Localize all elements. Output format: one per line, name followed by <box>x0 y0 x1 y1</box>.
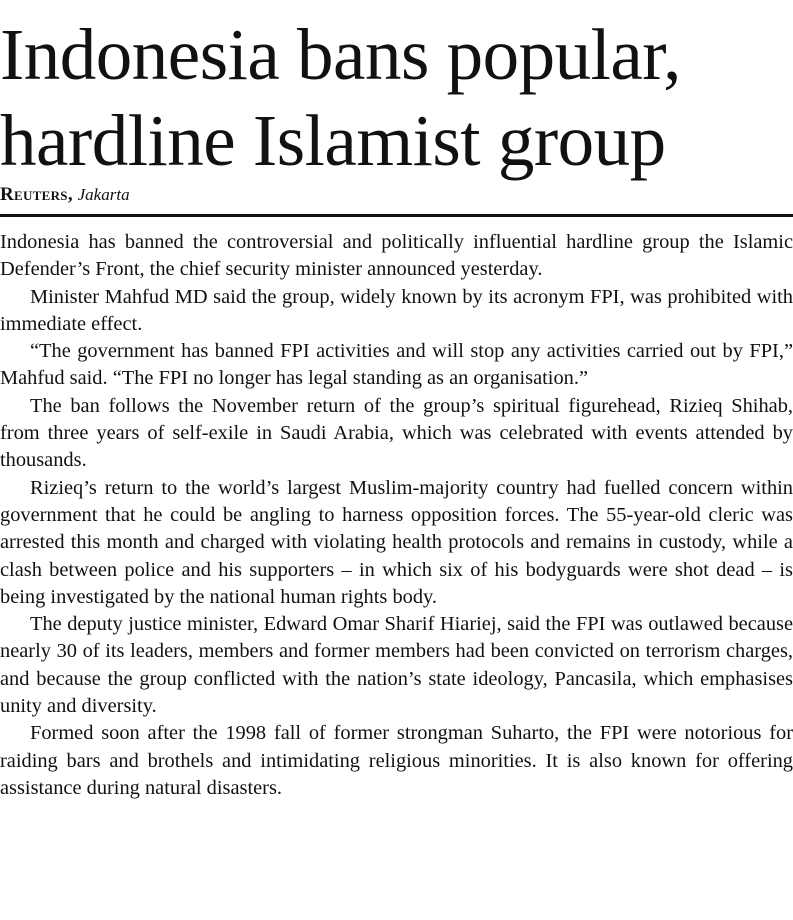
paragraph-3: “The government has banned FPI activities and will stop any activities carried out by FPI,” Mahfud said. “The FPI no longer has legal standing as an organisation.” <box>0 340 793 390</box>
paragraph-7: Formed soon after the 1998 fall of former strongman Suharto, the FPI were notorious for raiding bars and brothels and intimidating religious minorities. It is also known for offering assistance during natural disasters. <box>0 722 793 799</box>
headline-line-1: Indonesia bans popular, <box>0 14 681 95</box>
paragraph-1: Indonesia has banned the controversial and politically influential hardline group the Islamic Defender’s Front, the chief security minister announced yesterday. <box>0 231 793 281</box>
headline <box>0 0 793 184</box>
paragraph-2: Minister Mahfud MD said the group, widely known by its acronym FPI, was prohibited with immediate effect. <box>0 285 793 335</box>
article-body <box>0 229 793 802</box>
headline-line-2: hardline Islamist group <box>0 100 666 181</box>
byline-location: Jakarta <box>77 185 130 204</box>
header-divider <box>0 214 793 217</box>
paragraph-4: The ban follows the November return of the group’s spiritual figurehead, Rizieq Shihab, from three years of self-exile in Saudi Arabia, which was celebrated with events attended by thousands. <box>0 394 793 472</box>
byline <box>0 184 793 214</box>
paragraph-5: Rizieq’s return to the world’s largest Muslim-majority country had fuelled concern within government that he could be angling to harness opposition forces. The 55-year-old cleric was arrested this month and charged with violating health protocols and remains in custody, while a clash between police and his supporters – in which six of his bodyguards were shot dead – is being investigated by the national human rights body. <box>0 476 793 608</box>
byline-source: Reuters, <box>0 184 73 205</box>
paragraph-6: The deputy justice minister, Edward Omar Sharif Hiariej, said the FPI was outlawed because nearly 30 of its leaders, members and former members had been convicted on terrorism charges, and because the group conflicted with the nation’s state ideology, Pancasila, which emphasises unity and diversity. <box>0 613 793 718</box>
